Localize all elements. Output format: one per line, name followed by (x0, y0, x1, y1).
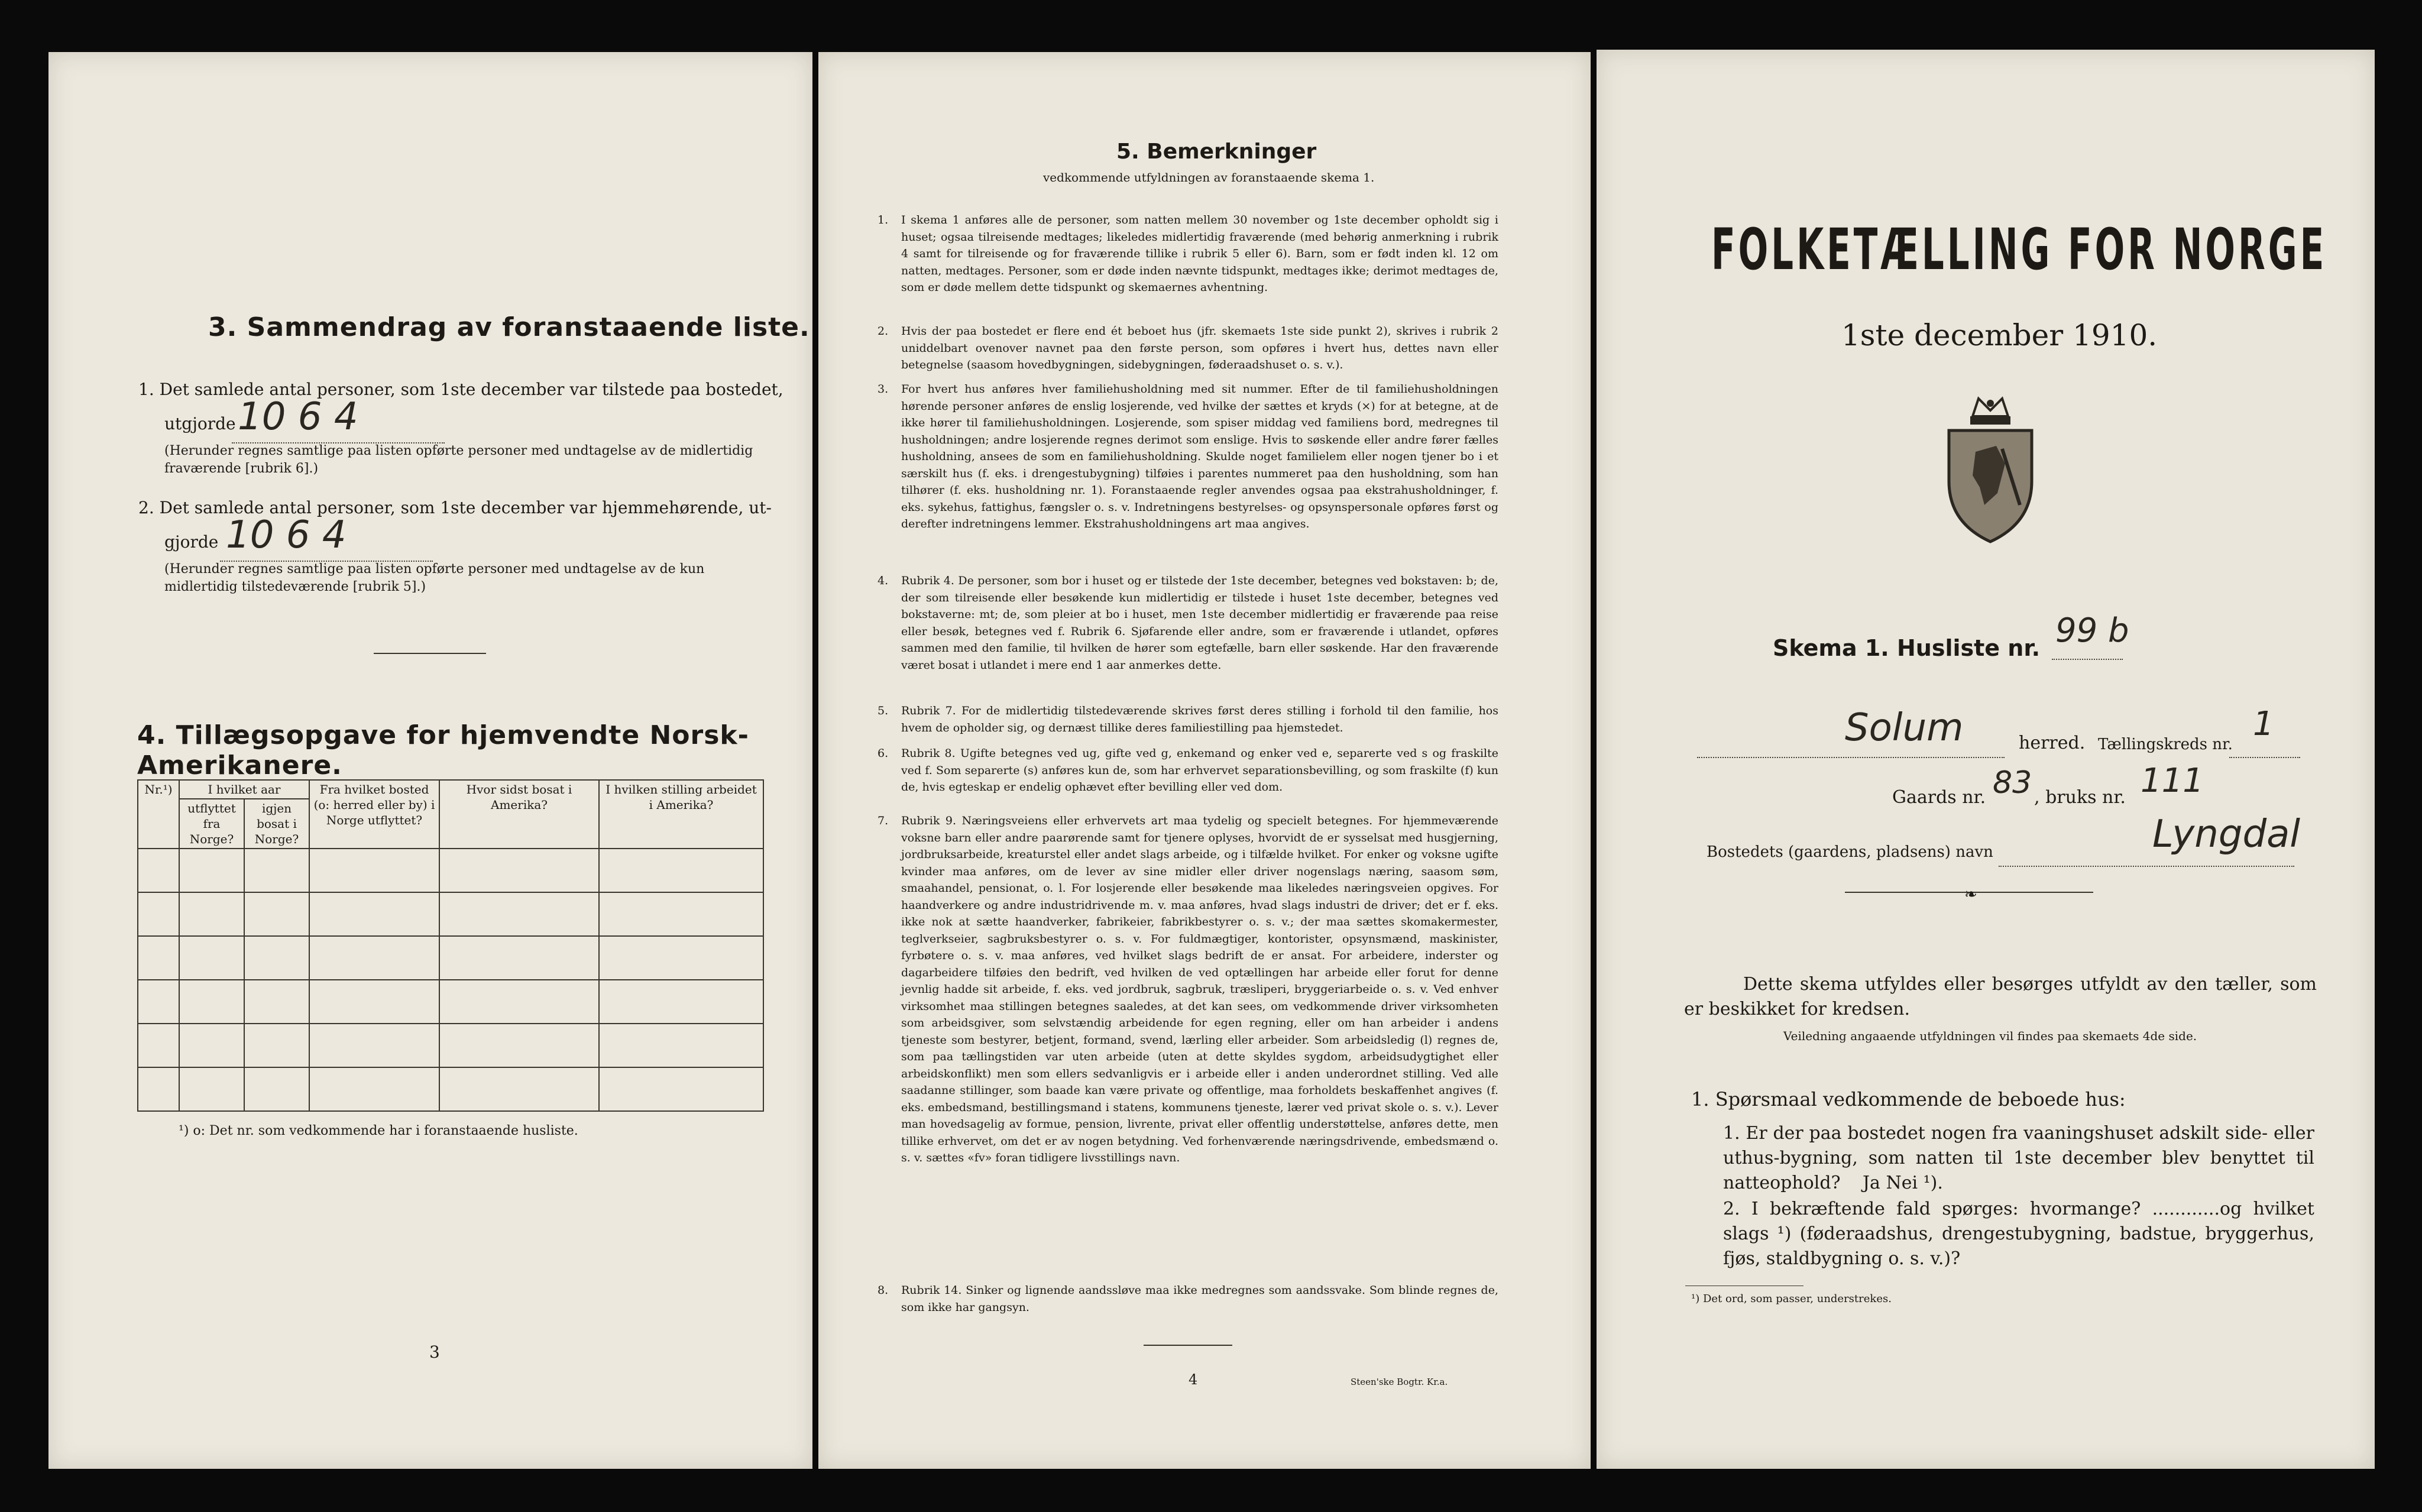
item2-note: (Herunder regnes samtlige paa listen opførte personer med undtagelse av de kun midlertidig tilstedeværende [rubrik 5].) (164, 562, 705, 594)
schema-label: Skema 1. Husliste nr. (1773, 635, 2041, 661)
page-middle (818, 52, 1591, 1469)
question-1-answer: Ja Nei ¹). (1863, 1173, 1943, 1193)
printer-mark: Steen'ske Bogtr. Kr.a. (1351, 1377, 1448, 1387)
bosted-dotline (1999, 866, 2294, 867)
table-cell (138, 936, 179, 980)
item1-utgjorde-label: utgjorde (164, 414, 236, 433)
item2-value: 10 6 4 (226, 513, 347, 557)
table-cell (138, 1067, 179, 1111)
footnote: ¹) Det ord, som passer, understrekes. (1691, 1293, 1892, 1305)
table-row (138, 980, 763, 1024)
herred-dotline (1697, 757, 2005, 758)
table-row (138, 1024, 763, 1067)
table-cell (138, 892, 179, 936)
table-row (138, 1067, 763, 1111)
page-right (1597, 50, 2375, 1469)
question-title: 1. Spørsmaal vedkommende de beboede hus: (1691, 1088, 2126, 1110)
herred-value: Solum (1845, 706, 1964, 750)
item1-value: 10 6 4 (238, 395, 358, 439)
item1-note: (Herunder regnes samtlige paa listen opførte personer med undtagelse av de midlertidig fraværende [rubrik 6].) (164, 443, 753, 476)
instruction-text: Dette skema utfyldes eller besørges utfyldt av den tæller, som er beskikket for kredsen. (1684, 974, 2317, 1019)
bruks-label: , bruks nr. (2034, 787, 2126, 808)
question-1: 1. Er der paa bostedet nogen fra vaaningshuset adskilt side- eller uthus-bygning, som natten til 1ste december blev benyttet til natteophold? (1723, 1123, 2314, 1193)
item1-text: 1. Det samlede antal personer, som 1ste december var tilstede paa bostedet, (138, 380, 783, 399)
kreds-label: Tællingskreds nr. (2098, 736, 2233, 753)
remark-2: 2. Hvis der paa bostedet er flere end ét beboet hus (jfr. skemaets 1ste side punkt 2), skrives i rubrik 2 uniddelbart ovenover navnet paa den første person, som opføres i hvert hus, dettes navn eller betegnelse (saasom hovedbygningen, sidebygningen, føderaadshuset o. s. v.). (878, 325, 1498, 371)
th-utflyttet: utflyttet fra Norge? (179, 799, 244, 849)
section3-title: 3. Sammendrag av foranstaaende liste. (208, 312, 810, 342)
census-date: 1ste december 1910. (1841, 318, 2158, 352)
table-cell (138, 980, 179, 1024)
bosted-label: Bostedets (gaardens, pladsens) navn (1707, 843, 1993, 861)
main-title: FOLKETÆLLING FOR NORGE (1711, 216, 2327, 283)
remark-1: 1. I skema 1 anføres alle de personer, som natten mellem 30 november og 1ste december opholdt sig i huset; ogsaa tilreisende medtages; likeledes midlertidig fraværende (med behørig anmerkning i rubrik 4 samt for tilreisende og for fraværende tillike i rubrik 5 eller 6). Barn, som er født inden kl. 12 om natten, medtages. Personer, som er døde inden nævnte tidspunkt, medtages ikke; derimot medtages de, som er døde mellem dette tidspunkt og skemaernes avhentning. (878, 213, 1498, 294)
th-nr: Nr.¹) (138, 780, 179, 849)
section4-title: 4. Tillægsopgave for hjemvendte Norsk-Amerikanere. (137, 720, 749, 781)
item2-utgjorde-label: gjorde (164, 532, 219, 552)
page-number: 3 (429, 1342, 440, 1362)
divider (1144, 1345, 1232, 1346)
kreds-value: 1 (2253, 705, 2274, 743)
table-footnote: ¹) o: Det nr. som vedkommende har i foranstaaende husliste. (179, 1124, 578, 1138)
th-year-group: I hvilket aar (179, 780, 309, 799)
coat-of-arms-icon (1931, 393, 2049, 549)
kreds-dotline (2229, 757, 2300, 758)
gaards-value: 83 (1993, 765, 2032, 801)
remark-7: 7. Rubrik 9. Næringsveiens eller erhvervets art maa tydelig og specielt betegnes. For hjemmeværende voksne barn eller andre paarørende samt for tjenere oplyses, hvorvidt de er sysselsat med husgjerning, jordbruksarbeide, kreaturstel eller andet slags arbeide, og i tilfælde hvilket. For enker og voksne ugifte kvinder maa anføres, om de lever av sine midler eller driver nogenslags næring, saasom søm, smaahandel, pensionat, o. l. For losjerende eller besøkende maa likeledes næringsveien opgives. For haandverkere og andre industridrivende m. v. maa anføres, hvad slags industri de driver; det er f. eks. ikke nok at sætte haandverker, fabrikeier, fabrikbestyrer o. s. v.; der maa sættes skomakermester, teglverkseier, sagbruksbestyrer o. s. v. For fuldmægtiger, kontorister, opsynsmænd, maskinister, fyrbøtere o. s. v. maa anføres, ved hvilket slags bedrift de er ansat. For arbeidere, inderster og dagarbeidere tilføies den bedrift, ved hvilken de ved optællingen har arbeide eller forut for denne jevnlig hadde sit arbeide, f. eks. ved jordbruk, sagbruk, træsliperi, bryggeriarbeide o. s. v. Ved enhver virksomhet maa stillingen betegnes saaledes, at det kan sees, om vedkommende driver virksomheten som arbeidsgiver, som selvstændig arbeidende for egen regning, eller om han arbeider i andens tjeneste som bestyrer, betjent, formand, svend, lærling eller arbeider. Som arbeidsledig (l) regnes de, som paa tællingstiden var uten arbeide (uten at dette skyldes sygdom, arbeidsudygtighet eller arbeidskonflikt) men som ellers sedvanligvis er i arbeide eller i anden underordnet stilling. Ved alle saadanne stillinger, som baade kan være private og offentlige, maa forholdets beskaffenhet angives (f. eks. embedsmand, bestillingsmand i statens, kommunens tjeneste, lærer ved privat skole o. s. v.). Lever man hovedsagelig av formue, pension, livrente, privat eller offentlig understøttelse, anføres dette, men tillike erhvervet, om det er av nogen betydning. Ved forhenværende næringsdrivende, embedsmænd o. s. v. sættes «fv» foran tidligere livsstillings navn. (878, 814, 1498, 1164)
guidance-text: Veiledning angaaende utfyldningen vil findes paa skemaets 4de side. (1783, 1029, 2197, 1043)
herred-label: herred. (2019, 733, 2086, 753)
page-number: 4 (1189, 1371, 1198, 1388)
remark-5: 5. Rubrik 7. For de midlertidig tilstedeværende skrives først deres stilling i forhold til den familie, hos hvem de opholder sig, og dernæst tillike deres familiestilling paa hjemstedet. (878, 704, 1498, 734)
remark-6: 6. Rubrik 8. Ugifte betegnes ved ug, gifte ved g, enkemand og enker ved e, separerte ved s og fraskilte ved f. Som separerte (s) anføres kun de, som har erhvervet separationsbevilling, og som fraskilte (f) kun de, hvis egteskap er endelig ophævet efter bevilling eller ved dom. (878, 747, 1498, 794)
bosted-value: Lyngdal (2152, 812, 2301, 856)
husliste-dotline (2052, 659, 2123, 660)
table-row (138, 892, 763, 936)
table-row (138, 936, 763, 980)
th-igjen: igjen bosat i Norge? (244, 799, 309, 849)
item2-text: 2. Det samlede antal personer, som 1ste december var hjemmehørende, ut- (138, 498, 772, 517)
ornament-icon: ❧ (1964, 886, 1977, 904)
remark-3: 3. For hvert hus anføres hver familiehusholdning med sit nummer. Efter de til familiehusholdningen hørende personer anføres de enslig losjerende, ved hvilke der sættes et kryds (×) for at betegne, at de ikke hører til familiehusholdningen. Losjerende, som spiser middag ved familiens bord, medregnes til husholdningen; andre losjerende regnes derimot som enslige. Hvis to søskende eller andre fører fælles husholdning, ansees de som en familiehusholdning. Skulde noget familielem eller nogen tjener bo i et særskilt hus (f. eks. i drengestubygning) tilføies i parentes nummeret paa den husholdning, som han tilhører (f. eks. husholdning nr. 1). Foranstaaende regler anvendes ogsaa paa ekstrahusholdninger, f. eks. sykehus, fattighus, fængsler o. s. v. Indretningens bestyrelses- og opsynspersonale opføres først og derefter indretningens lemmer. Ekstrahusholdningens art maa angives. (878, 383, 1498, 530)
page-left (48, 52, 812, 1469)
question-2: 2. I bekræftende fald spørges: hvormange? ............og hvilket slags ¹) (føderaadshus, drengestubygning, badstue, bryggerhus, fjøs, staldbygning o. s. v.)? (1723, 1199, 2314, 1269)
gaards-label: Gaards nr. (1892, 787, 1986, 808)
table-row (138, 849, 763, 892)
remark-8: 8. Rubrik 14. Sinker og lignende aandssløve maa ikke medregnes som aandssvake. Som blinde regnes de, som ikke har gangsyn. (878, 1284, 1498, 1314)
remarks-subtitle: vedkommende utfyldningen av foranstaaende skema 1. (1043, 170, 1375, 184)
th-hvor-sidst: Hvor sidst bosat i Amerika? (439, 780, 599, 849)
th-stilling: I hvilken stilling arbeidet i Amerika? (599, 780, 763, 849)
norsk-amerikanere-table (137, 779, 764, 1112)
remark-4: 4. Rubrik 4. De personer, som bor i huset og er tilstede der 1ste december, betegnes ved bokstaven: b; de, der som tilreisende eller besøkende kun midlertidig er tilstede i huset 1ste december, betegnes ved bokstaverne: mt; de, som pleier at bo i huset, men 1ste december midlertidig er fraværende paa reise eller besøk, betegnes ved f. Rubrik 6. Sjøfarende eller andre, som er fraværende i utlandet, opføres sammen med den familie, til hvilken de hører som egtefælle, barn eller søskende. Har den fraværende været bosat i utlandet i mere end 1 aar anmerkes dette. (878, 574, 1498, 672)
husliste-nr: 99 b (2055, 611, 2129, 650)
bruks-value: 111 (2141, 762, 2204, 800)
divider (374, 653, 486, 654)
remarks-title: 5. Bemerkninger (1116, 140, 1317, 164)
th-fra-hvilket: Fra hvilket bosted (o: herred eller by) i Norge utflyttet? (309, 780, 439, 849)
table-cell (138, 1024, 179, 1067)
table-cell (138, 849, 179, 892)
